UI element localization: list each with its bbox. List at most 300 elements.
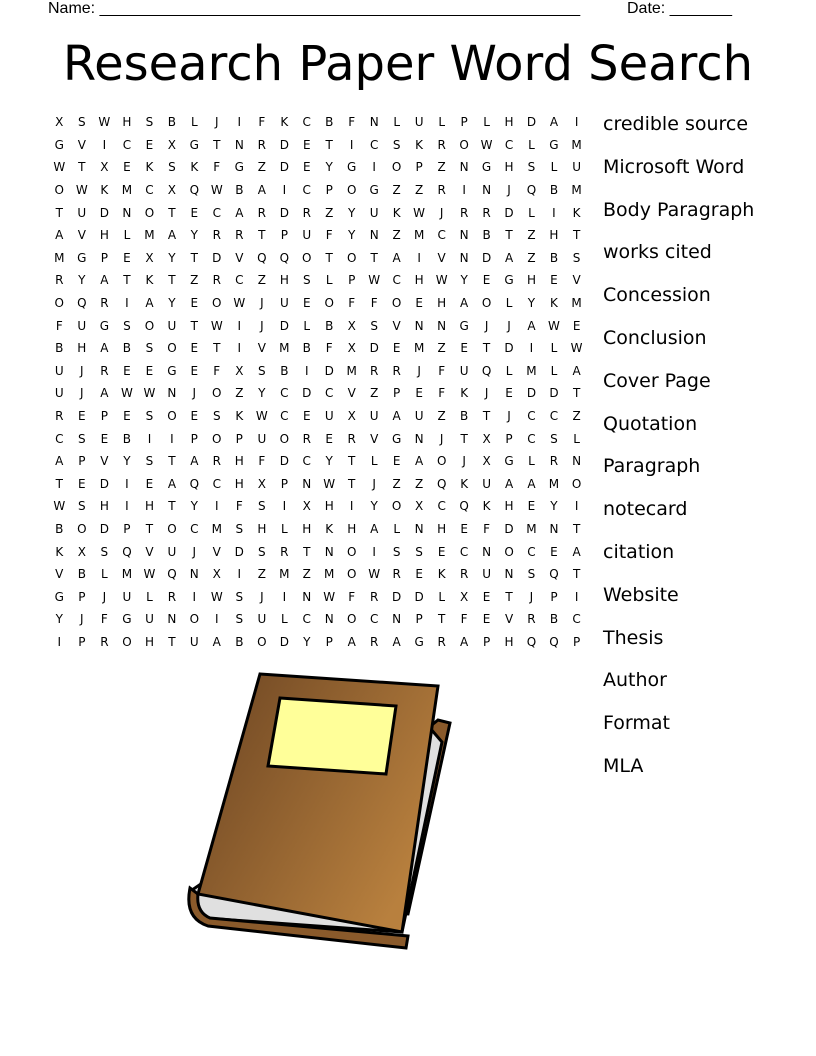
grid-letter: N [324,612,334,627]
grid-letter: Z [190,273,199,288]
grid-letter: Y [325,160,333,175]
grid-letter: E [527,499,536,514]
letter-grid [48,111,588,653]
grid-letter: J [80,363,84,378]
grid-letter: C [527,431,536,446]
grid-letter: O [346,544,357,559]
grid-letter: I [417,250,421,265]
grid-letter: K [280,115,289,130]
grid-letter: L [393,521,400,536]
grid-letter: W [435,273,448,288]
grid-letter: C [437,228,446,243]
grid-letter: C [302,454,311,469]
grid-letter: R [55,409,64,424]
grid-letter: J [260,296,264,311]
grid-letter: C [527,409,536,424]
word-list-item: works cited [603,241,712,264]
grid-letter: K [415,137,424,152]
grid-letter: A [167,476,177,491]
grid-letter: J [484,318,489,333]
grid-letter: L [505,296,513,311]
grid-letter: I [237,567,242,582]
grid-letter: E [415,386,423,401]
grid-letter: Y [55,612,63,627]
grid-letter: C [302,115,311,130]
grid-letter: Z [572,409,581,424]
grid-letter: K [55,544,64,559]
grid-letter: H [122,115,132,130]
grid-letter: S [527,567,536,582]
grid-letter: T [572,567,581,582]
grid-letter: A [167,228,177,243]
grid-letter: R [370,589,379,604]
grid-letter: G [54,137,64,152]
grid-letter: I [147,431,152,446]
grid-letter: I [192,589,197,604]
grid-letter: E [460,521,468,536]
grid-letter: J [214,115,219,130]
grid-letter: H [302,521,312,536]
grid-letter: T [325,137,333,152]
grid-letter: M [324,567,335,582]
grid-letter: T [168,273,176,288]
grid-letter: A [190,454,199,469]
grid-letter: X [257,476,266,491]
grid-letter: C [122,137,132,152]
grid-letter: S [78,115,86,130]
grid-letter: B [302,341,311,356]
grid-letter: J [439,205,444,220]
grid-letter: A [235,205,244,220]
grid-letter: G [504,273,514,288]
grid-letter: U [369,409,379,424]
grid-letter: V [55,567,64,582]
grid-letter: Q [189,183,200,198]
grid-letter: R [459,567,469,582]
grid-letter: E [78,409,86,424]
grid-row [48,450,588,473]
grid-letter: W [255,409,268,424]
grid-letter: H [504,115,514,130]
grid-letter: I [57,634,62,649]
word-list-item: Quotation [603,412,698,435]
grid-letter: L [101,567,108,582]
grid-letter: Z [527,228,536,243]
grid-letter: J [417,363,421,378]
grid-letter: F [258,115,266,130]
grid-letter: O [279,431,290,446]
grid-letter: N [459,228,469,243]
grid-letter: F [325,341,333,356]
grid-letter: U [77,318,87,333]
grid-letter: P [78,634,86,649]
grid-letter: F [235,499,243,514]
grid-letter: S [168,160,176,175]
grid-letter: D [279,454,289,469]
grid-letter: S [145,409,154,424]
grid-letter: R [100,634,109,649]
grid-letter: C [302,612,311,627]
grid-row [48,518,588,541]
grid-letter: H [526,273,536,288]
grid-letter: U [189,634,199,649]
grid-letter: K [190,160,199,175]
grid-letter: Y [258,386,266,401]
grid-letter: W [548,318,560,333]
grid-letter: S [78,499,86,514]
grid-letter: L [483,115,490,130]
grid-letter: O [346,183,357,198]
grid-letter: R [212,273,221,288]
grid-letter: C [392,273,401,288]
grid-letter: Q [167,567,177,582]
grid-letter: Y [78,273,86,288]
grid-letter: J [462,454,466,469]
grid-letter: E [190,409,199,424]
grid-letter: O [436,454,447,469]
grid-letter: S [415,544,423,559]
grid-letter: N [414,431,424,446]
grid-letter: L [550,160,558,175]
grid-letter: O [77,521,87,536]
grid-letter: L [393,115,400,130]
grid-letter: D [414,589,424,604]
grid-letter: S [302,273,311,288]
grid-letter: A [257,183,266,198]
grid-letter: W [210,589,223,604]
grid-letter: Z [392,183,401,198]
grid-letter: F [438,386,446,401]
grid-letter: P [550,589,558,604]
grid-letter: G [54,589,64,604]
word-list-item: Paragraph [603,455,701,478]
grid-letter: W [143,567,156,582]
grid-letter: G [459,318,469,333]
grid-letter: E [482,273,491,288]
grid-letter: I [574,499,579,514]
grid-letter: O [346,567,357,582]
grid-letter: R [257,205,267,220]
grid-letter: D [504,521,514,536]
grid-letter: Q [549,567,559,582]
grid-letter: R [257,137,267,152]
grid-letter: Z [257,273,266,288]
grid-letter: R [549,454,559,469]
grid-letter: L [528,454,535,469]
grid-letter: V [370,431,379,446]
grid-letter: W [323,476,336,491]
grid-letter: R [347,431,356,446]
grid-letter: E [302,409,311,424]
grid-letter: C [572,612,581,627]
grid-letter: P [190,431,198,446]
grid-letter: L [505,363,513,378]
grid-letter: I [349,137,354,152]
grid-letter: P [415,160,423,175]
grid-letter: D [392,589,402,604]
grid-letter: O [212,386,222,401]
grid-letter: U [482,567,491,582]
grid-letter: T [55,205,63,220]
grid-letter: U [414,409,424,424]
grid-letter: Q [189,476,200,491]
grid-letter: E [123,363,131,378]
grid-letter: W [413,205,426,220]
grid-letter: R [370,634,379,649]
grid-letter: M [413,228,425,243]
grid-letter: E [145,363,154,378]
grid-letter: B [122,341,132,356]
grid-letter: G [414,634,424,649]
grid-letter: J [507,183,511,198]
grid-letter: J [484,386,489,401]
grid-letter: E [505,386,513,401]
grid-letter: E [437,544,446,559]
grid-letter: B [549,250,559,265]
grid-letter: V [257,341,266,356]
grid-letter: N [459,250,469,265]
grid-letter: K [145,160,154,175]
grid-letter: H [549,228,559,243]
grid-letter: A [527,476,536,491]
grid-letter: T [325,250,333,265]
grid-letter: V [100,454,109,469]
grid-letter: V [572,273,581,288]
grid-letter: U [167,318,177,333]
grid-letter: J [507,409,511,424]
grid-letter: P [100,409,108,424]
grid-letter: B [235,634,244,649]
grid-letter: Q [257,250,267,265]
grid-letter: S [550,431,558,446]
grid-letter: N [167,386,177,401]
grid-letter: T [348,454,356,469]
grid-letter: C [459,544,469,559]
grid-letter: N [414,521,424,536]
grid-letter: X [145,250,154,265]
grid-letter: P [348,273,356,288]
word-list-item: Body Paragraph [603,198,755,221]
grid-letter: S [392,137,401,152]
grid-letter: W [53,160,66,175]
grid-letter: C [212,476,221,491]
grid-letter: V [392,318,401,333]
grid-letter: H [99,499,109,514]
grid-letter: T [168,634,176,649]
grid-letter: G [504,454,514,469]
grid-letter: M [144,228,155,243]
grid-letter: Z [370,386,379,401]
word-list-item: Thesis [603,626,664,649]
grid-letter: C [280,386,289,401]
word-list-item: Microsoft Word [603,155,745,178]
grid-letter: D [279,205,289,220]
grid-letter: T [370,250,378,265]
grid-letter: X [55,115,64,130]
grid-letter: U [145,612,154,627]
grid-letter: G [122,612,132,627]
grid-letter: E [302,137,311,152]
grid-letter: L [528,137,535,152]
grid-letter: C [549,409,559,424]
grid-letter: L [550,363,558,378]
word-list-item: credible source [603,113,749,135]
grid-letter: O [212,296,222,311]
grid-letter: O [391,160,402,175]
grid-letter: E [100,431,109,446]
grid-letter: N [167,612,177,627]
grid-letter: P [78,589,86,604]
grid-letter: T [572,521,581,536]
grid-letter: O [302,250,312,265]
word-list [603,110,754,795]
grid-letter: Z [415,476,424,491]
grid-letter: Q [526,183,537,198]
grid-letter: N [459,160,469,175]
grid-row [48,201,588,224]
grid-letter: A [504,250,514,265]
grid-letter: J [80,386,84,401]
grid-letter: F [325,228,333,243]
grid-letter: I [214,499,219,514]
grid-letter: T [572,228,581,243]
grid-letter: P [280,476,288,491]
grid-letter: F [483,521,491,536]
grid-letter: H [257,521,267,536]
grid-letter: E [325,431,333,446]
grid-letter: C [280,409,289,424]
grid-letter: H [77,341,87,356]
grid-letter: A [549,115,559,130]
grid-letter: L [325,273,333,288]
grid-letter: X [235,363,244,378]
grid-letter: T [505,589,513,604]
grid-letter: E [190,341,199,356]
grid-letter: O [504,544,514,559]
grid-letter: B [460,409,469,424]
grid-letter: G [481,160,492,175]
grid-letter: U [279,296,289,311]
grid-letter: V [77,137,86,152]
grid-letter: A [212,634,221,649]
grid-letter: W [480,137,493,152]
grid-letter: I [462,183,466,198]
grid-letter: H [234,476,244,491]
grid-letter: O [391,296,402,311]
grid-letter: X [482,454,491,469]
grid-letter: A [415,454,424,469]
grid-letter: M [279,341,290,356]
grid-letter: N [302,589,312,604]
grid-letter: R [392,567,401,582]
grid-letter: Y [460,273,468,288]
grid-letter: P [572,634,581,649]
grid-letter: S [235,612,244,627]
grid-letter: F [213,363,221,378]
grid-letter: O [324,296,334,311]
grid-letter: D [324,363,334,378]
grid-letter: P [505,431,513,446]
grid-letter: W [323,589,336,604]
grid-letter: I [282,183,287,198]
grid-letter: T [348,476,356,491]
grid-letter: M [279,567,290,582]
word-list-item: Website [603,583,679,606]
grid-letter: T [123,273,131,288]
grid-letter: U [369,205,379,220]
grid-row [48,382,588,405]
grid-letter: O [481,296,492,311]
grid-letter: C [504,137,514,152]
grid-letter: I [282,589,287,604]
grid-letter: K [100,183,109,198]
grid-letter: O [257,634,267,649]
grid-letter: L [123,228,131,243]
grid-letter: E [190,296,199,311]
grid-letter: R [437,137,446,152]
grid-letter: F [55,318,63,333]
grid-letter: S [145,454,154,469]
grid-letter: H [234,454,244,469]
grid-letter: H [437,521,447,536]
grid-letter: J [439,431,444,446]
grid-letter: X [347,409,356,424]
grid-letter: C [212,205,221,220]
grid-letter: H [504,499,514,514]
grid-letter: A [100,273,109,288]
grid-letter: G [369,183,379,198]
grid-row [48,292,588,315]
grid-letter: F [348,589,356,604]
grid-letter: I [125,296,129,311]
grid-letter: X [347,318,356,333]
grid-letter: J [260,589,264,604]
grid-letter: V [504,612,514,627]
grid-letter: D [504,341,514,356]
grid-row [48,179,588,202]
grid-letter: B [325,318,334,333]
grid-letter: Y [527,296,536,311]
grid-letter: S [527,160,536,175]
grid-letter: P [78,454,86,469]
grid-letter: X [77,544,86,559]
grid-letter: S [370,318,378,333]
grid-letter: S [78,431,86,446]
grid-row [48,134,588,157]
grid-letter: M [121,183,133,198]
grid-letter: D [279,634,289,649]
grid-row [48,585,588,608]
grid-letter: M [571,183,582,198]
grid-letter: R [482,205,491,220]
grid-letter: C [437,499,446,514]
grid-letter: W [233,296,246,311]
grid-letter: B [122,431,132,446]
grid-letter: P [123,521,131,536]
grid-letter: E [302,160,311,175]
grid-letter: R [437,634,446,649]
grid-letter: P [100,250,108,265]
grid-letter: S [100,544,109,559]
grid-letter: I [125,476,129,491]
grid-letter: O [212,431,222,446]
grid-letter: M [526,363,537,378]
grid-letter: Z [437,409,446,424]
grid-letter: F [348,296,356,311]
grid-letter: R [167,589,177,604]
grid-letter: M [346,363,357,378]
grid-row [48,495,588,518]
